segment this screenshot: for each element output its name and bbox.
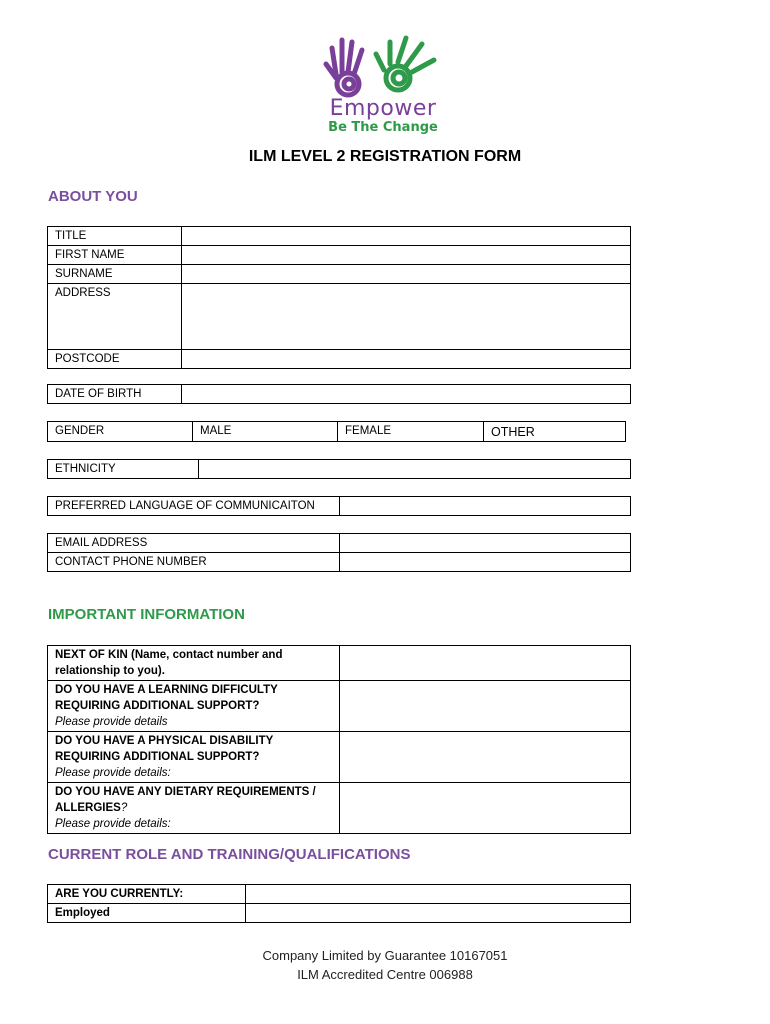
- gender-male-option[interactable]: MALE: [193, 422, 338, 442]
- dietary-field[interactable]: [340, 783, 631, 834]
- physical-disability-cell: [48, 732, 340, 783]
- logo-tagline: Be The Change: [328, 120, 438, 135]
- form-title: ILM LEVEL 2 REGISTRATION FORM: [248, 148, 522, 165]
- current-role-table: [47, 884, 631, 923]
- dietary-label: DO YOU HAVE ANY DIETARY REQUIREMENTS / ALLERGIES: [55, 786, 316, 814]
- dob-field[interactable]: [182, 385, 631, 404]
- first-name-field[interactable]: [182, 246, 631, 265]
- language-field[interactable]: [340, 497, 631, 516]
- employed-label: Employed: [48, 904, 246, 923]
- phone-field[interactable]: [340, 553, 631, 572]
- currently-label: ARE YOU CURRENTLY:: [48, 885, 246, 904]
- gender-table: [47, 421, 626, 442]
- important-table: [47, 645, 631, 834]
- logo-wordmark: Empower: [329, 96, 437, 121]
- language-table: [47, 496, 631, 516]
- postcode-field[interactable]: [182, 350, 631, 369]
- dob-table: [47, 384, 631, 404]
- ethnicity-label: ETHNICITY: [48, 460, 199, 479]
- about-you-heading: ABOUT YOU: [48, 188, 138, 205]
- about-table: [47, 226, 631, 369]
- phone-label: CONTACT PHONE NUMBER: [48, 553, 340, 572]
- physical-disability-field[interactable]: [340, 732, 631, 783]
- learning-difficulty-cell: [48, 681, 340, 732]
- empower-logo: [318, 34, 448, 138]
- employed-field[interactable]: [246, 904, 631, 923]
- email-label: EMAIL ADDRESS: [48, 534, 340, 553]
- contact-table: [47, 533, 631, 572]
- hands-icon: [318, 34, 448, 98]
- gender-label: GENDER: [48, 422, 193, 442]
- title-field[interactable]: [182, 227, 631, 246]
- dietary-cell: [48, 783, 340, 834]
- gender-other-option[interactable]: OTHER: [484, 422, 626, 442]
- address-field[interactable]: [182, 284, 631, 350]
- postcode-label: POSTCODE: [48, 350, 182, 369]
- dietary-question-mark: ?: [120, 802, 128, 814]
- ethnicity-field[interactable]: [199, 460, 631, 479]
- physical-disability-label: DO YOU HAVE A PHYSICAL DISABILITY REQUIRING ADDITIONAL SUPPORT?: [55, 735, 274, 763]
- footer-company: Company Limited by Guarantee 10167051: [262, 948, 508, 963]
- footer-centre: ILM Accredited Centre 006988: [297, 967, 473, 982]
- learning-difficulty-field[interactable]: [340, 681, 631, 732]
- currently-field[interactable]: [246, 885, 631, 904]
- dob-label: DATE OF BIRTH: [48, 385, 182, 404]
- footer: [0, 946, 770, 984]
- first-name-label: FIRST NAME: [48, 246, 182, 265]
- physical-disability-note: Please provide details:: [55, 767, 171, 779]
- next-of-kin-field[interactable]: [340, 646, 631, 681]
- email-field[interactable]: [340, 534, 631, 553]
- title-label: TITLE: [48, 227, 182, 246]
- important-info-heading: IMPORTANT INFORMATION: [48, 606, 245, 623]
- dietary-note: Please provide details:: [55, 818, 171, 830]
- learning-difficulty-label: DO YOU HAVE A LEARNING DIFFICULTY REQUIRING ADDITIONAL SUPPORT?: [55, 684, 278, 712]
- learning-difficulty-note: Please provide details: [55, 716, 168, 728]
- next-of-kin-label: NEXT OF KIN (Name, contact number and relationship to you).: [48, 646, 340, 681]
- address-label: ADDRESS: [48, 284, 182, 350]
- ethnicity-table: [47, 459, 631, 479]
- surname-label: SURNAME: [48, 265, 182, 284]
- language-label: PREFERRED LANGUAGE OF COMMUNICAITON: [48, 497, 340, 516]
- current-role-heading: CURRENT ROLE AND TRAINING/QUALIFICATIONS: [48, 846, 411, 863]
- surname-field[interactable]: [182, 265, 631, 284]
- gender-female-option[interactable]: FEMALE: [338, 422, 484, 442]
